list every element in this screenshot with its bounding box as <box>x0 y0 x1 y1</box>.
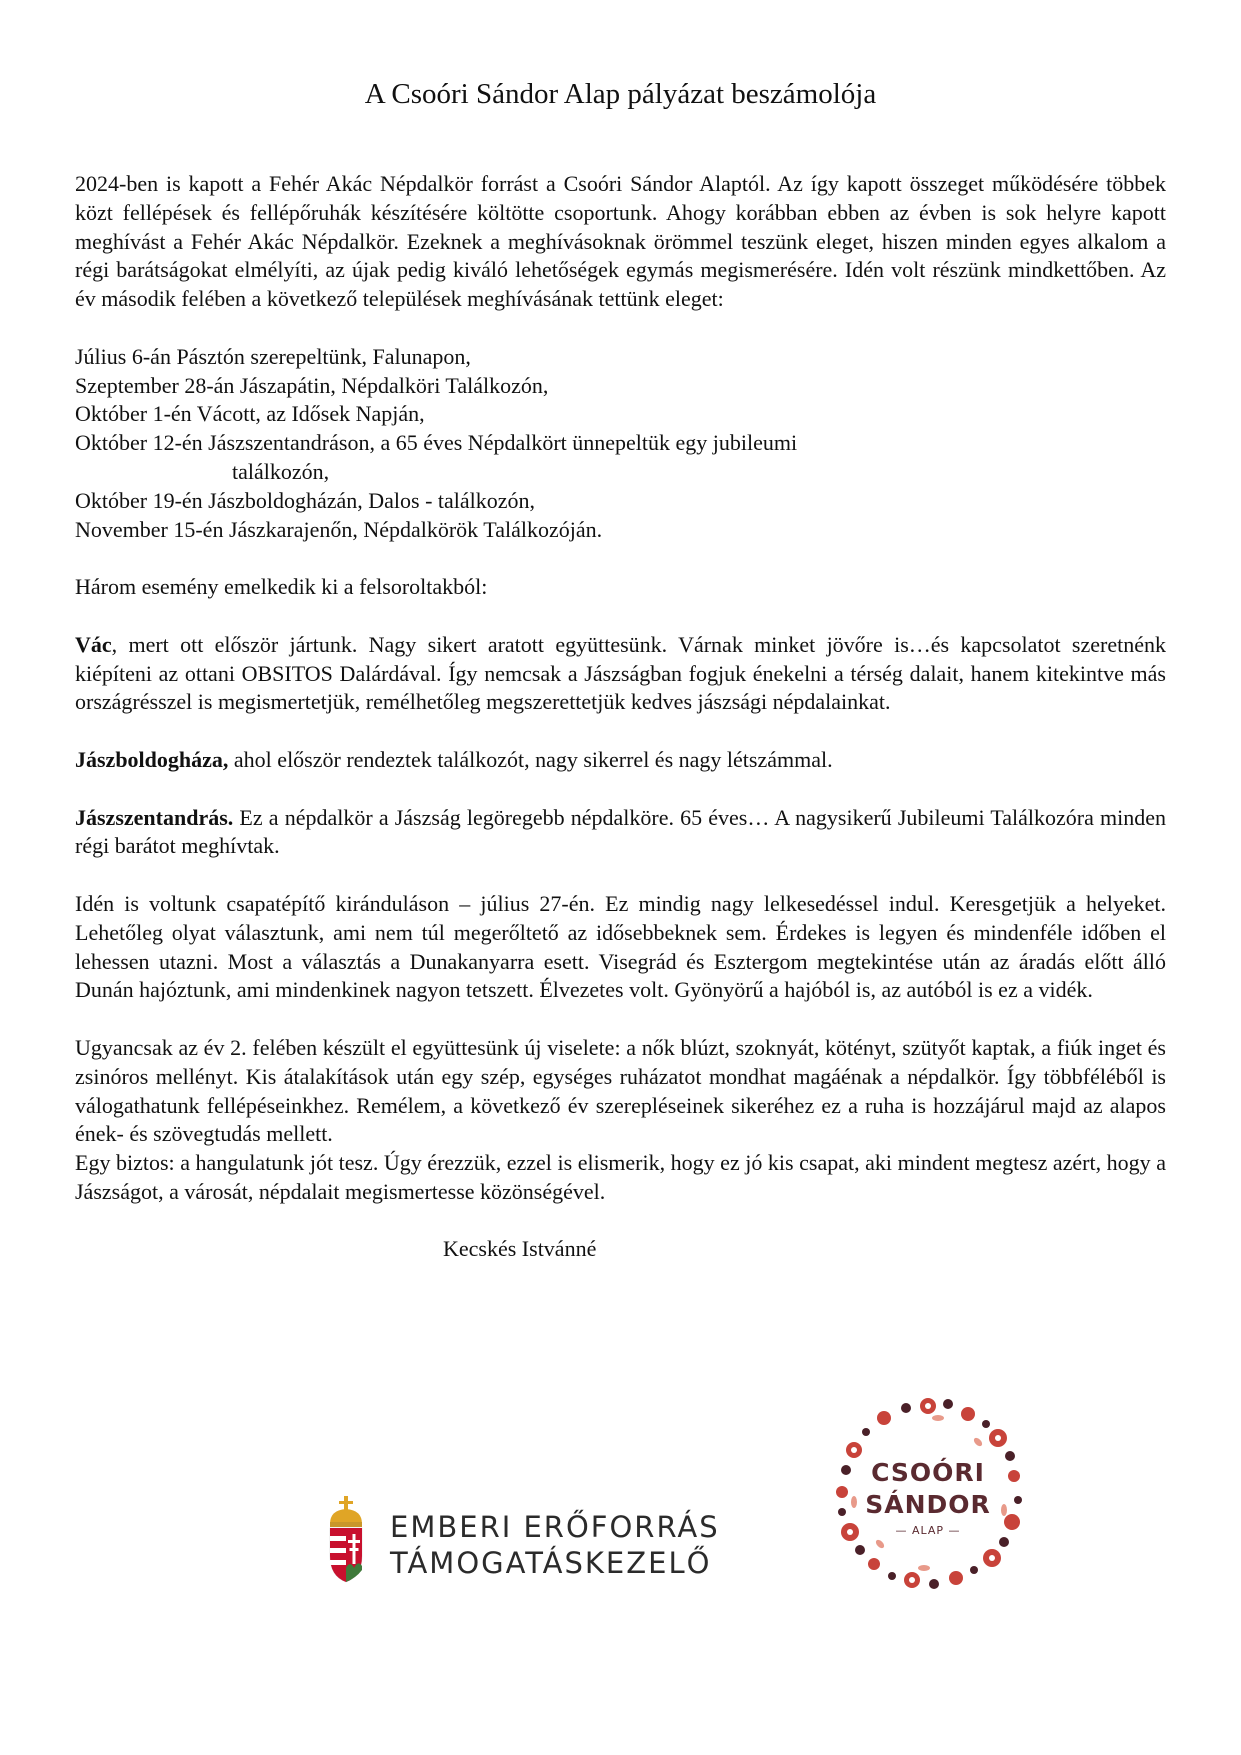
csoori-logo-line3: — ALAP — <box>895 1524 961 1537</box>
signature: Kecskés Istvánné <box>443 1236 597 1262</box>
highlight-text: Ez a népdalkör a Jászság legöregebb népdalköre. 65 éves… A nagysikerű Jubileumi Találkozóra minden régi barátot meghívtak. <box>75 804 1166 859</box>
closing-paragraph: Egy biztos: a hangulatunk jót tesz. Úgy érezzük, ezzel is elismerik, hogy ez jó kis csapat, aki mindent megtesz azért, hogy a Jászságot, a városát, népdalait megismertesse közönségével. <box>75 1150 1166 1204</box>
highlight-name: Vác <box>75 631 112 657</box>
eet-logo-line1: EMBERI ERŐFORRÁS <box>390 1510 720 1544</box>
highlight-jaszszentandras <box>75 804 1166 862</box>
highlights-intro: Három esemény emelkedik ki a felsoroltakból: <box>75 574 488 600</box>
highlight-jaszboldoghaza <box>75 746 1166 775</box>
document-body <box>75 170 1166 1293</box>
highlight-text: ahol először rendeztek találkozót, nagy sikerrel és nagy létszámmal. <box>228 746 833 772</box>
intro-paragraph: 2024-ben is kapott a Fehér Akác Népdalkör forrást a Csoóri Sándor Alaptól. Az így kapott összeget működésére többek közt fellépések és fellépőruhák készítésére költötte csoportunk. Ahogy korábban ebben az évben is sok helyre kapott meghívást a Fehér Akác Népdalkör. Ezeknek a meghívásoknak örömmel teszünk eleget, hiszen minden egyes alkalom a régi barátságokat elmélyíti, az újak pedig kiváló lehetőségek egymás megismerésére. Idén volt részünk mindkettőben. Az év második felében a következő települések meghívásának tettünk eleget: <box>75 171 1166 312</box>
event-list <box>75 343 1166 545</box>
event-item: Szeptember 28-án Jászapátin, Népdalköri Találkozón, <box>75 372 549 398</box>
eet-logo-line2: TÁMOGATÁSKEZELŐ <box>390 1546 712 1580</box>
event-item <box>75 429 1166 487</box>
costume-paragraph: Ugyancsak az év 2. felében készült el együttesünk új viselete: a nők blúzt, szoknyát, kötényt, szütyőt kaptak, a fiúk inget és zsinóros mellényt. Kis átalakítások után egy szép, egységes ruházatot mondhat magáénak a népdalkör. Így többféléből is válogathatunk fellépéseinkhez. Remélem, a következő év szerepléseinek sikeréhez ez a ruha is hozzájárul majd az alapos ének- és szövegtudás mellett. <box>75 1034 1166 1147</box>
event-item: Július 6-án Pásztón szerepeltünk, Falunapon, <box>75 343 471 369</box>
event-item: Október 19-én Jászboldogházán, Dalos - találkozón, <box>75 487 536 513</box>
document-title: A Csoóri Sándor Alap pályázat beszámolója <box>364 78 877 110</box>
highlight-vac <box>75 631 1166 717</box>
highlight-name: Jászboldogháza, <box>75 746 229 772</box>
event-item-text: Október 12-én Jászszentandráson, a 65 éves Népdalkört ünnepeltük egy jubileumi <box>75 430 798 456</box>
csoori-sandor-alap-logo <box>828 1392 1028 1592</box>
highlight-name: Jászszentandrás. <box>75 804 234 830</box>
csoori-logo-line1: CSOÓRI <box>871 1458 985 1487</box>
eet-logo <box>324 1494 744 1584</box>
event-item-continuation: találkozón, <box>232 458 330 484</box>
highlight-text: , mert ott először jártunk. Nagy sikert aratott együttesünk. Várnak minket jövőre is…és kapcsolatot szeretnénk kiépíteni az ottani OBSITOS Dalárdával. Így nemcsak a Jászságban fogjuk énekelni a térség dalait, hanem kitekintve más országrésszel is megismertetjük, remélhetőleg megszerettetjük kedves jászsági népdalainkat. <box>75 631 1166 715</box>
hungarian-coat-of-arms-icon <box>324 1494 368 1584</box>
event-item: Október 1-én Vácott, az Idősek Napján, <box>75 401 425 427</box>
csoori-logo-line2: SÁNDOR <box>865 1490 991 1519</box>
trip-paragraph: Idén is voltunk csapatépítő kiránduláson – július 27-én. Ez mindig nagy lelkesedéssel indul. Keresgetjük a helyeket. Lehetőleg olyat választunk, ami nem túl megerőltető az idősebbeknek sem. Érdekes is legyen és mindenféle időben el lehessen utazni. Most a választás a Dunakanyarra esett. Visegrád és Esztergom megtekintése után az áradás előtt álló Dunán hajóztunk, ami mindenkinek nagyon tetszett. Élvezetes volt. Gyönyörű a hajóból is, az autóból is ez a vidék. <box>75 890 1166 1003</box>
event-item: November 15-én Jászkarajenőn, Népdalkörök Találkozóján. <box>75 516 603 542</box>
